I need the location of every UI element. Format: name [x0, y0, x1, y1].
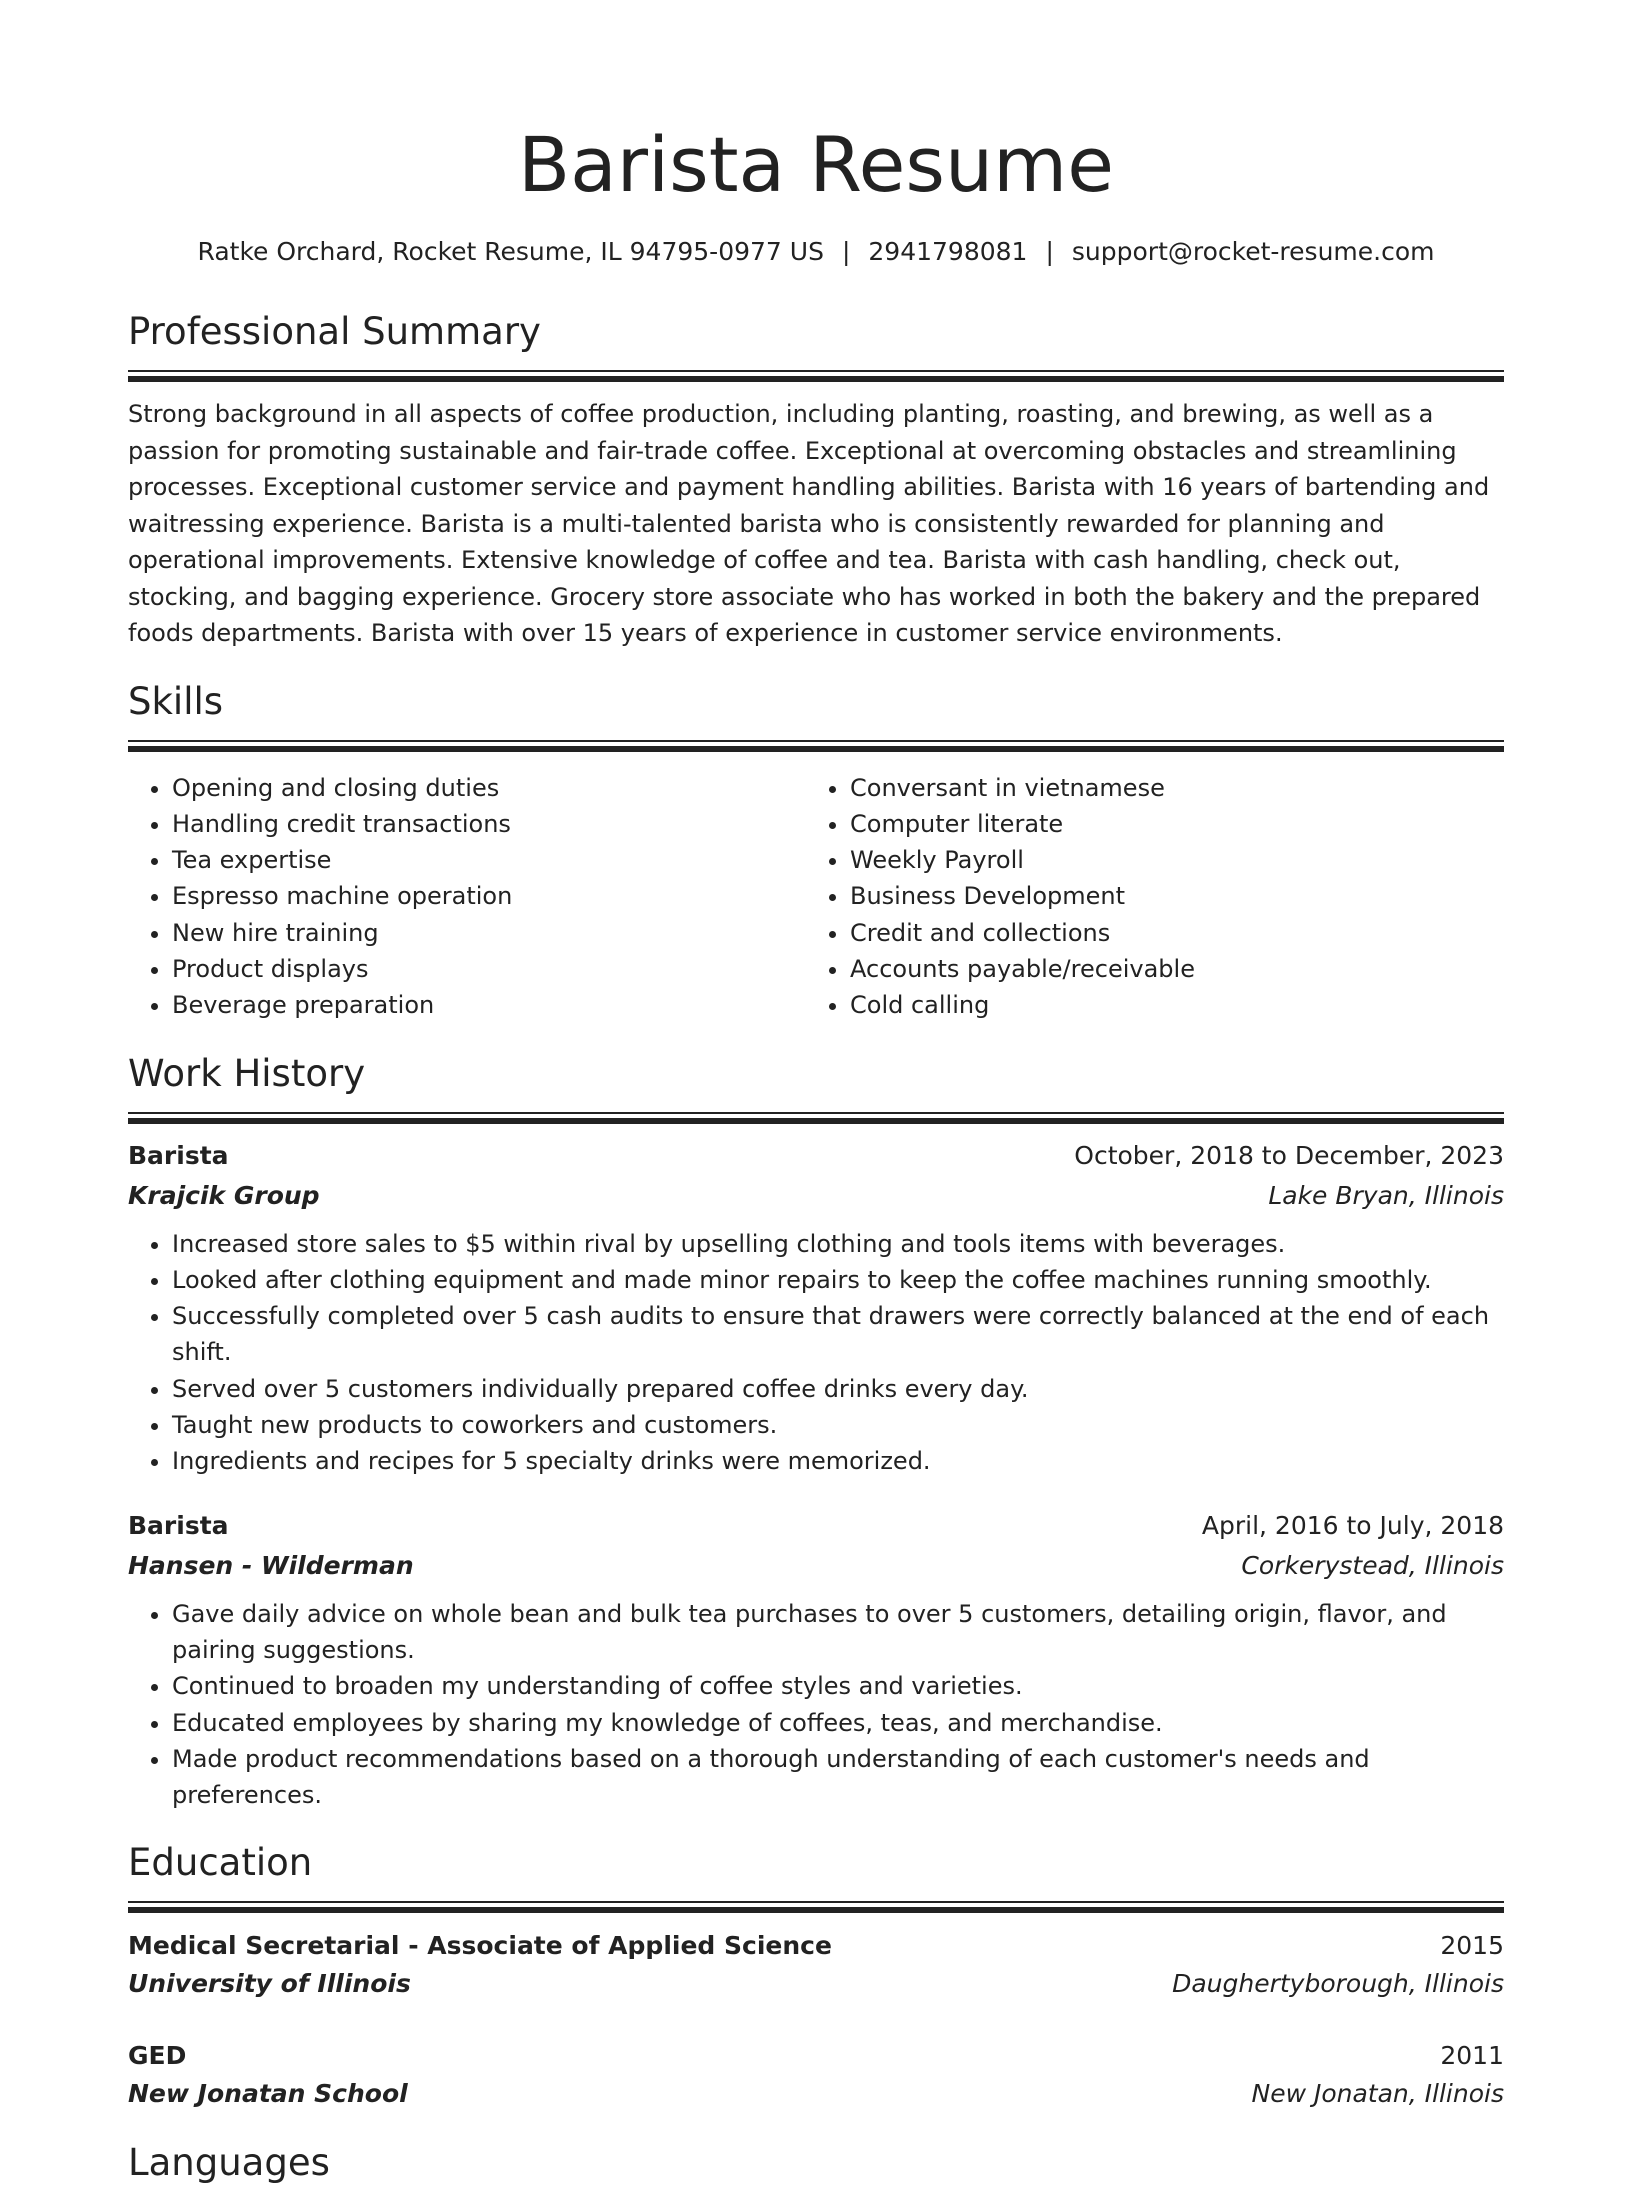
skill-item: • Business Development — [850, 878, 1484, 914]
job-bullet: • Taught new products to coworkers and customers. — [172, 1407, 1504, 1443]
education-school-row — [128, 1965, 1504, 2003]
job-header-row — [128, 1506, 1504, 1546]
section-divider — [128, 1112, 1504, 1124]
job-title: Barista — [128, 1510, 229, 1540]
job-bullets — [128, 1596, 1504, 1814]
summary-section — [128, 308, 1504, 652]
job-company-row — [128, 1176, 1504, 1216]
section-heading-languages: Languages — [128, 2141, 330, 2185]
skill-item: • Conversant in vietnamese — [850, 770, 1484, 806]
contact-separator: | — [841, 237, 851, 266]
job-bullet: • Educated employees by sharing my knowledge of coffees, teas, and merchandise. — [172, 1705, 1504, 1741]
education-school: New Jonatan School — [128, 2079, 408, 2109]
education-location: Daughertyborough, Illinois — [1172, 1969, 1504, 1999]
skill-item: • Tea expertise — [172, 842, 806, 878]
job-entry — [128, 1506, 1504, 1814]
skill-item: • Accounts payable/receivable — [850, 951, 1484, 987]
job-location: Lake Bryan, Illinois — [1268, 1180, 1504, 1210]
contact-separator: | — [1045, 237, 1054, 266]
job-location: Corkerystead, Illinois — [1241, 1550, 1504, 1580]
education-entry — [128, 2037, 1504, 2113]
education-school-row — [128, 2075, 1504, 2113]
skill-item: • Weekly Payroll — [850, 842, 1484, 878]
education-header-row — [128, 1927, 1504, 1965]
skill-item: • Product displays — [172, 951, 806, 987]
section-heading-education: Education — [128, 1841, 313, 1885]
education-degree: GED — [128, 2041, 187, 2071]
education-degree: Medical Secretarial - Associate of Applied Science — [128, 1931, 832, 1961]
job-bullet: • Increased store sales to $5 within rival by upselling clothing and tools items with beverages. — [172, 1226, 1504, 1262]
skill-item: • Espresso machine operation — [172, 878, 806, 914]
job-title: Barista — [128, 1140, 229, 1170]
skill-item: • Computer literate — [850, 806, 1484, 842]
job-bullet: • Served over 5 customers individually prepared coffee drinks every day. — [172, 1371, 1504, 1407]
work-history-section — [128, 1050, 1504, 1814]
education-section — [128, 1839, 1504, 2113]
resume-page — [128, 0, 1504, 2187]
summary-text: Strong background in all aspects of coffee production, including planting, roasting, and brewing, as well as a passion for promoting sustainable and fair-trade coffee. Exceptional at overcoming obstacles and streamlining processes. Exceptional customer service and payment handling abilities. Barista with 16 years of bartending and waitressing experience. Barista is a multi-talented barista who is consistently rewarded for planning and operational improvements. Extensive knowledge of coffee and tea. Barista with cash handling, check out, stocking, and bagging experience. Grocery store associate who has worked in both the bakery and the prepared foods departments. Barista with over 15 years of experience in customer service environments. — [128, 400, 1490, 647]
job-dates: October, 2018 to December, 2023 — [1074, 1140, 1504, 1170]
education-year: 2015 — [1440, 1931, 1504, 1961]
skill-item: • Handling credit transactions — [172, 806, 806, 842]
job-bullets — [128, 1226, 1504, 1480]
education-year: 2011 — [1440, 2041, 1504, 2071]
contact-email: support@rocket-resume.com — [1071, 237, 1435, 266]
contact-address: Ratke Orchard, Rocket Resume, IL 94795-0977 US — [197, 237, 824, 266]
education-school: University of Illinois — [128, 1969, 411, 1999]
job-bullet: • Successfully completed over 5 cash audits to ensure that drawers were correctly balanced at the end of each shift. — [172, 1298, 1504, 1371]
resume-title: Barista Resume — [518, 120, 1114, 209]
skills-column-left — [128, 770, 806, 1024]
section-heading-skills: Skills — [128, 679, 224, 723]
job-bullet: • Made product recommendations based on a thorough understanding of each customer's needs and preferences. — [172, 1741, 1504, 1814]
job-company: Hansen - Wilderman — [128, 1550, 414, 1580]
education-entry — [128, 1927, 1504, 2003]
languages-section — [128, 2139, 1504, 2187]
skill-item: • New hire training — [172, 915, 806, 951]
skill-item: • Opening and closing duties — [172, 770, 806, 806]
section-heading-summary: Professional Summary — [128, 310, 541, 353]
contact-phone: 2941798081 — [868, 237, 1028, 266]
job-dates: April, 2016 to July, 2018 — [1201, 1510, 1504, 1540]
education-header-row — [128, 2037, 1504, 2075]
job-bullet: • Looked after clothing equipment and made minor repairs to keep the coffee machines running smoothly. — [172, 1262, 1504, 1298]
job-bullet: • Continued to broaden my understanding of coffee styles and varieties. — [172, 1668, 1504, 1704]
section-divider — [128, 370, 1504, 382]
job-company-row — [128, 1546, 1504, 1586]
contact-line — [128, 236, 1504, 268]
skills-section — [128, 678, 1504, 1024]
education-location: New Jonatan, Illinois — [1251, 2079, 1504, 2109]
job-bullet: • Gave daily advice on whole bean and bulk tea purchases to over 5 customers, detailing origin, flavor, and pairing suggestions. — [172, 1596, 1504, 1669]
skills-list — [128, 770, 1504, 1024]
skills-column-right — [806, 770, 1484, 1024]
job-header-row — [128, 1136, 1504, 1176]
section-divider — [128, 1901, 1504, 1913]
skill-item: • Credit and collections — [850, 915, 1484, 951]
skill-item: • Cold calling — [850, 987, 1484, 1023]
section-divider — [128, 740, 1504, 752]
section-heading-work-history: Work History — [128, 1051, 366, 1095]
skill-item: • Beverage preparation — [172, 987, 806, 1023]
job-entry — [128, 1136, 1504, 1480]
job-bullet: • Ingredients and recipes for 5 specialty drinks were memorized. — [172, 1443, 1504, 1479]
job-company: Krajcik Group — [128, 1180, 320, 1210]
